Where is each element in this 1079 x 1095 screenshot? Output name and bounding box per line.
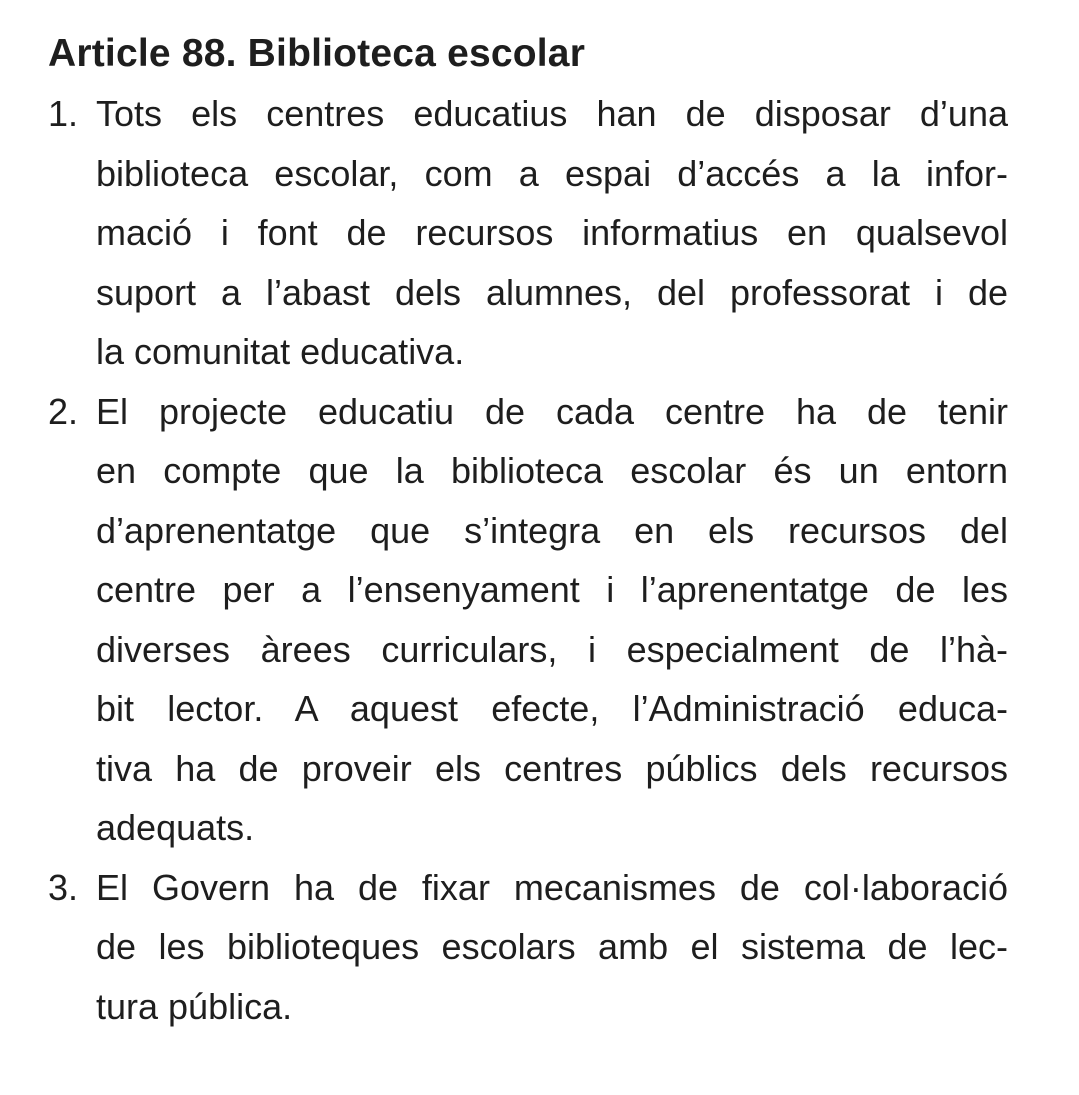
text-line: en compte que la biblioteca escolar és un entorn: [96, 450, 1008, 491]
text-line: la comunitat educativa.: [96, 331, 465, 372]
text-line: tura pública.: [96, 985, 293, 1027]
text-line: biblioteca escolar, com a espai d’accés a la infor-: [96, 152, 1008, 194]
paragraph-number: 2.: [48, 390, 79, 432]
text-line: suport a l’abast dels alumnes, del professorat i de: [96, 271, 1008, 313]
article-paragraph-3: [48, 858, 1008, 1037]
paragraph-text: [96, 858, 1008, 1037]
paragraph-text: [96, 382, 1008, 858]
text-line: tiva ha de proveir els centres públics dels recursos: [96, 747, 1008, 789]
text-line: centre per a l’ensenyament i l’aprenentatge de les: [96, 569, 1008, 610]
text-line: Tots els centres educatius han de disposar d’una: [96, 93, 1008, 134]
text-line: de les biblioteques escolars amb el sistema de lec-: [96, 926, 1008, 967]
article-paragraph-list: [48, 84, 1008, 1036]
article-title: Article 88. Biblioteca escolar: [48, 32, 586, 75]
text-line: diverses àrees curriculars, i especialment de l’hà-: [96, 628, 1008, 670]
paragraph-number: 1.: [48, 93, 79, 134]
article-page: [48, 28, 1008, 1036]
text-line: El projecte educatiu de cada centre ha de tenir: [96, 390, 1008, 432]
text-line: adequats.: [96, 807, 255, 848]
article-paragraph-2: [48, 382, 1008, 858]
text-line: d’aprenentatge que s’integra en els recursos del: [96, 509, 1008, 551]
text-line: mació i font de recursos informatius en qualsevol: [96, 212, 1008, 253]
text-line: bit lector. A aquest efecte, l’Administració educa-: [96, 688, 1008, 729]
paragraph-text: [96, 84, 1008, 382]
text-line: El Govern ha de fixar mecanismes de col·laboració: [96, 866, 1008, 908]
article-paragraph-1: [48, 84, 1008, 382]
paragraph-number: 3.: [48, 866, 79, 908]
